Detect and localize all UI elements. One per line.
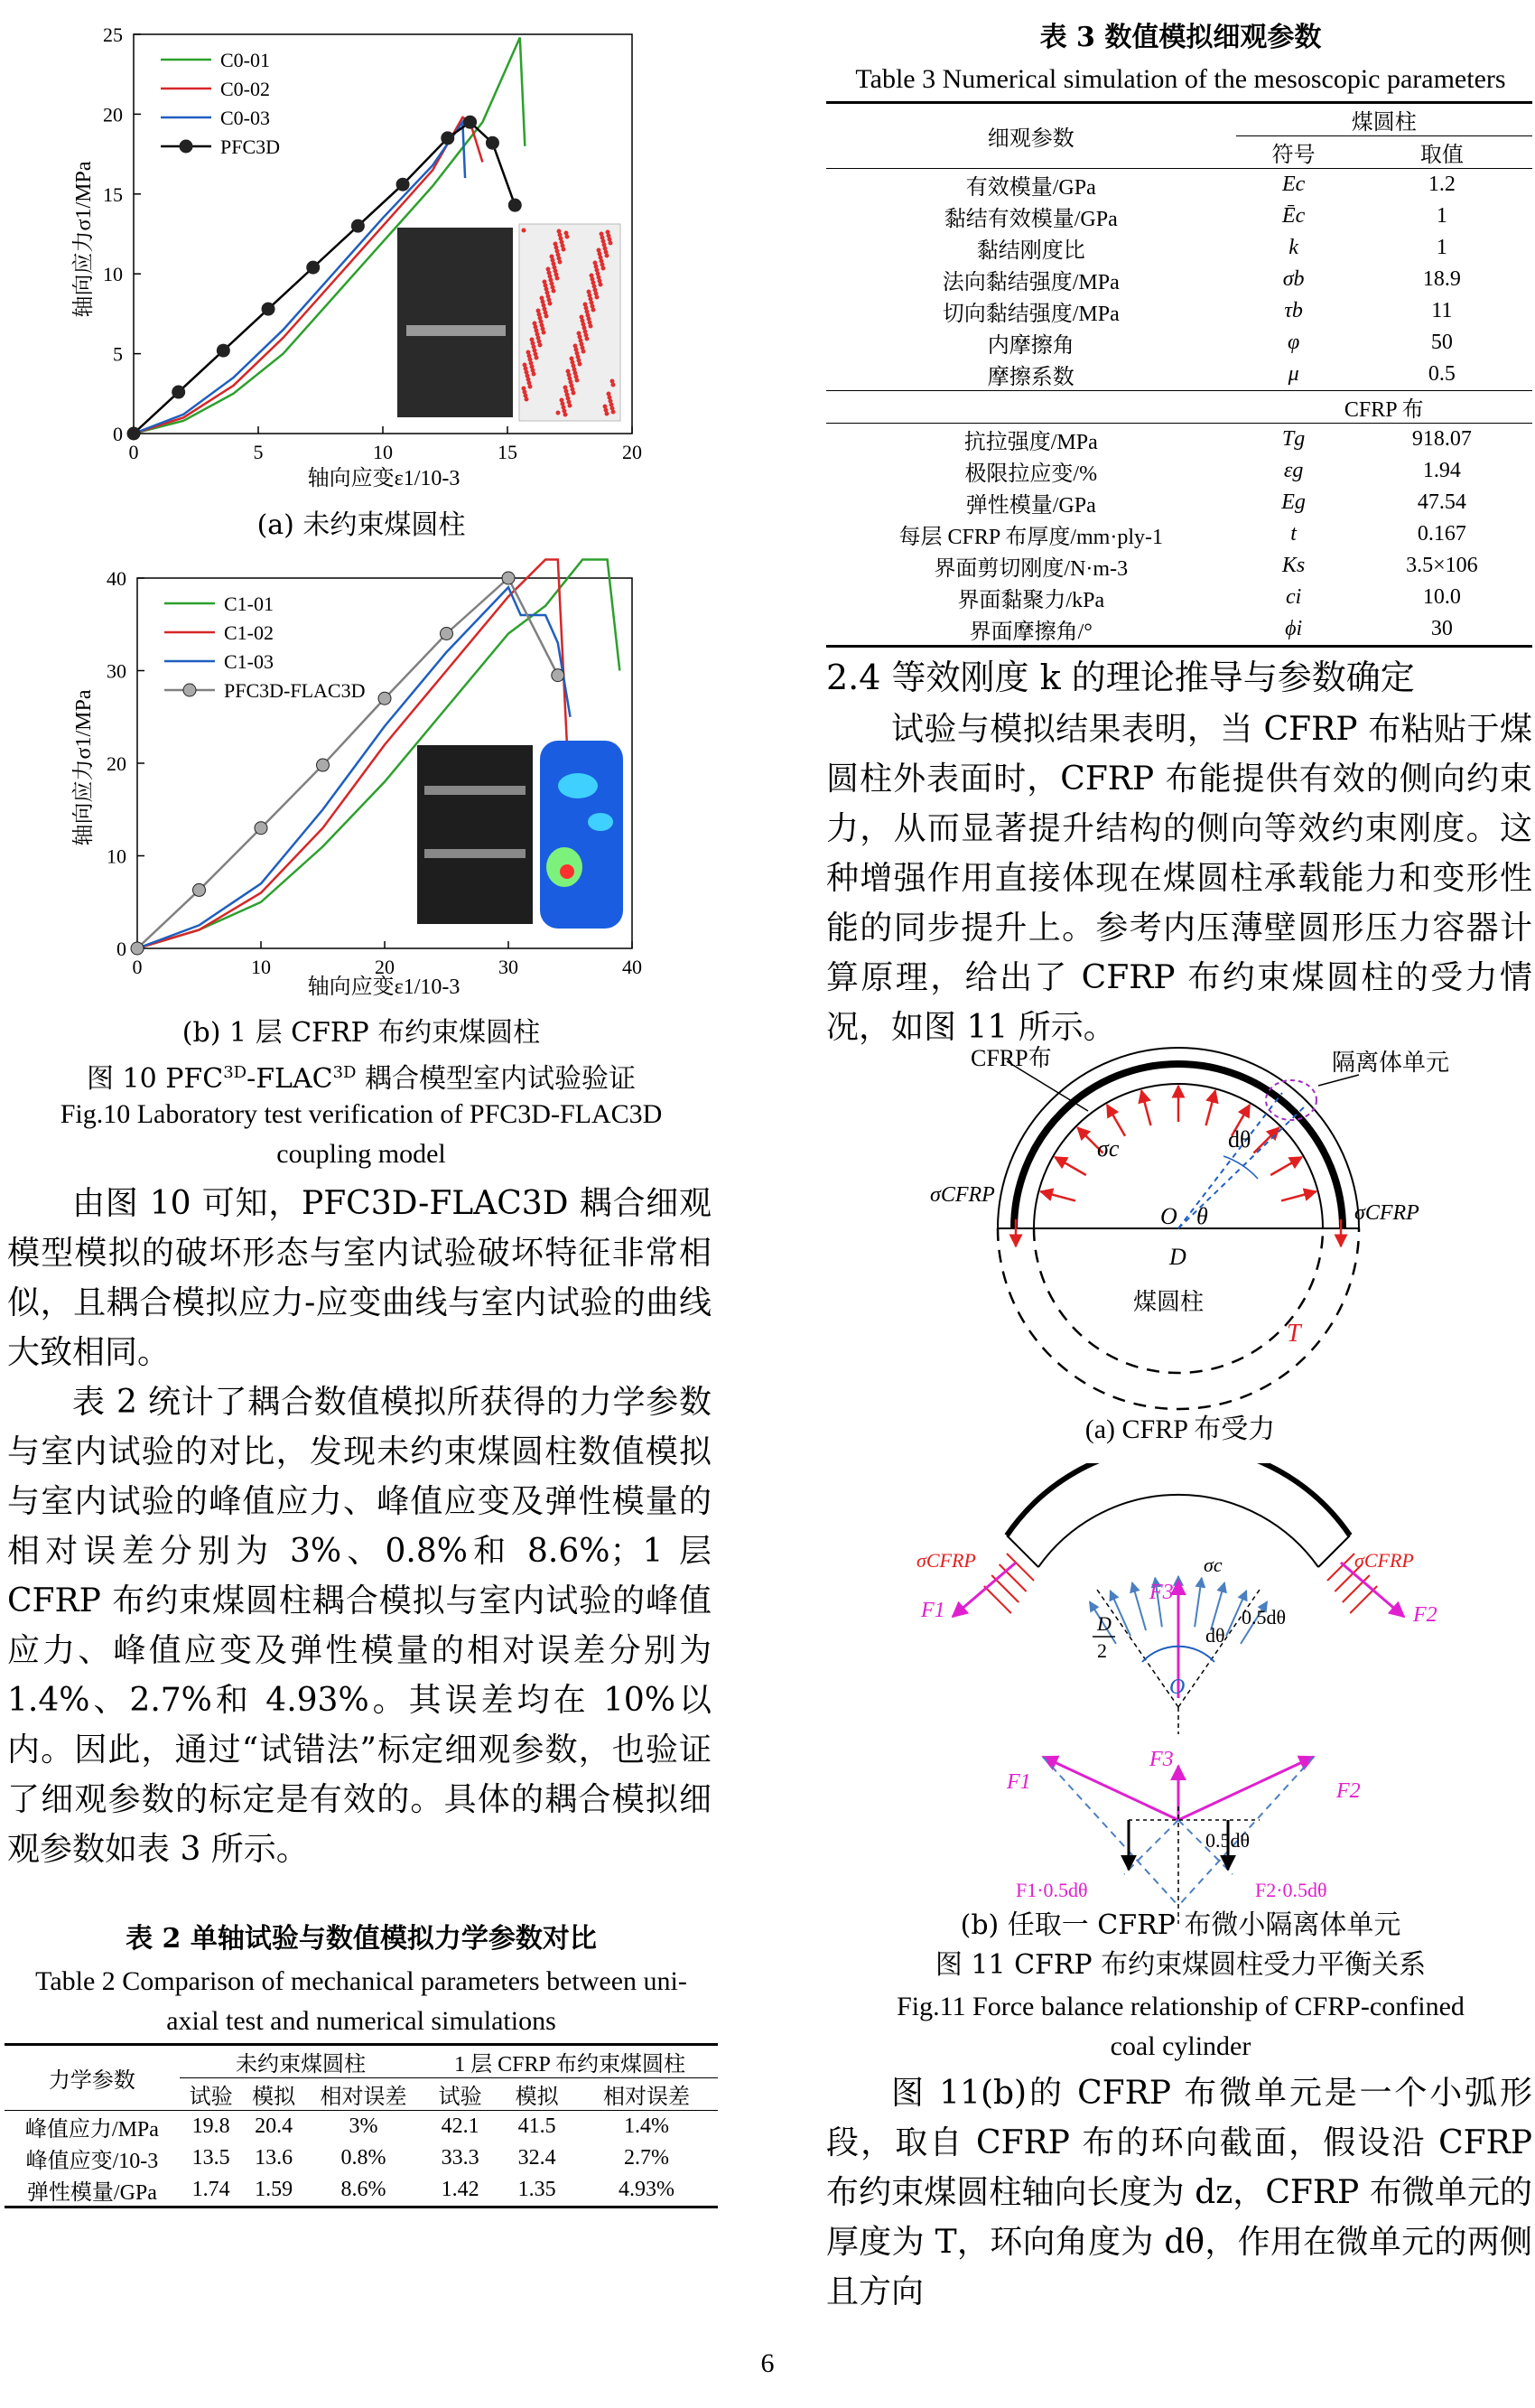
t2-row: 弹性模量/GPa 1.74 1.59 8.6% 1.42 1.35 4.93% xyxy=(5,2174,718,2207)
legend-entry: C1-01 xyxy=(224,593,274,615)
right-paragraph-2: 图 11(b)的 CFRP 布微单元是一个小弧形段，取自 CFRP 布的环向截面，假设沿 CFRP 布约束煤圆柱轴向长度为 dz，CFRP 布微单元的厚度为 T，环向角度为 dθ，作用在微单元的两侧且方向 xyxy=(826,2075,1532,2310)
legend-entry: PFC3D xyxy=(220,135,281,158)
particle-dot xyxy=(557,229,562,234)
particle-dot xyxy=(554,242,558,247)
t2-row: 峰值应力/MPa 19.8 20.4 3% 42.1 41.5 1.4% xyxy=(24,2114,670,2142)
fig10b-xlabel: 轴向应变ε1/10-3 xyxy=(307,975,460,999)
pressure-arrow xyxy=(1270,1157,1302,1175)
legend-entry: C0-03 xyxy=(220,107,270,129)
sigma-c-arrow xyxy=(1195,1578,1202,1627)
table2: 力学参数 未约束煤圆柱 1 层 CFRP 布约束煤圆柱 试验 模拟 相对误差 试验 模拟 相对误差 峰值应力/MPa 19.8 20.4 3% 42.1 41.5 1.4% 峰值应变/10-3 13.5 13.6 0.8% 33.3 32.4 2.7% 弹性模量/GPa 1.74 1.59 8.6% 1.42 1.35 4.93% xyxy=(5,2043,718,2208)
svg-text:σc: σc xyxy=(1097,1135,1120,1162)
table3-title-cn: 表 3 数值模拟细观参数 xyxy=(1039,22,1322,53)
fig11a-diagram xyxy=(826,1039,1535,1463)
legend-entry: C1-02 xyxy=(224,621,274,644)
svg-text:2: 2 xyxy=(1097,1639,1107,1662)
x-tick-label: 5 xyxy=(253,441,264,463)
particle-dot xyxy=(564,231,569,236)
y-tick-label: 15 xyxy=(103,182,123,206)
fig11-title-en: Fig.11 Force balance relationship of CFRP-confined coal cylinder xyxy=(897,1992,1465,2061)
particle-dot xyxy=(533,322,537,326)
data-point xyxy=(396,178,409,191)
y-tick-label: 40 xyxy=(107,567,126,590)
fig10-title-cn: 图 10 $PFC^{3D}-FLAC^{3D}$ 耦合模型室内试验验证 xyxy=(86,1063,637,1095)
particle-dot xyxy=(603,405,608,409)
fig10-title-en: Fig.10 Laboratory test verification of PFC3D-FLAC3D coupling model xyxy=(60,1099,663,1169)
svg-text:0.5dθ: 0.5dθ xyxy=(1205,1829,1251,1852)
fig10a-ylabel: 轴向应力σ1/MPa xyxy=(72,161,96,318)
svg-text:F1: F1 xyxy=(921,1599,945,1622)
particle-dot xyxy=(523,363,527,368)
fig11b-caption: (b) 任取一 CFRP 布微小隔离体单元 xyxy=(960,1909,1401,1941)
x-tick-label: 0 xyxy=(132,956,143,978)
svg-text:θ: θ xyxy=(1196,1203,1208,1229)
pressure-arrow xyxy=(1040,1191,1075,1200)
svg-text:σCFRP: σCFRP xyxy=(916,1549,976,1572)
svg-text:σCFRP: σCFRP xyxy=(1354,1549,1414,1572)
pressure-arrow xyxy=(1107,1105,1125,1136)
right-text-block-2 xyxy=(826,2068,1532,2317)
particle-dot xyxy=(543,280,547,285)
fig10a-caption: (a) 未约束煤圆柱 xyxy=(256,509,466,541)
y-tick-label: 20 xyxy=(103,103,123,126)
specimen-photo-b xyxy=(417,745,533,924)
svg-text:F2: F2 xyxy=(1336,1779,1361,1803)
svg-text:F2·0.5dθ: F2·0.5dθ xyxy=(1255,1879,1327,1901)
y-tick-label: 20 xyxy=(107,752,126,775)
pressure-arrow xyxy=(1055,1157,1086,1175)
fig10b-caption: (b) 1 层 CFRP 布约束煤圆柱 xyxy=(181,1017,541,1049)
sigma-c-arrow xyxy=(1132,1582,1146,1630)
svg-text:D: D xyxy=(1169,1244,1186,1270)
x-tick-label: 30 xyxy=(498,956,518,978)
right-paragraph-1: 试验与模拟结果表明，当 CFRP 布粘贴于煤圆柱外表面时，CFRP 布能提供有效的侧向约束力，从而显著提升结构的侧向等效约束刚度。这种增强作用直接体现在煤圆柱承载能力和变形性能的同步提升上。参考内压薄壁圆形压力容器计算原理，给出了 CFRP 布约束煤圆柱的受力情况，如图 11 所示。 xyxy=(826,711,1532,1046)
particle-dot xyxy=(522,387,526,391)
particle-dot xyxy=(566,369,571,374)
particle-dot xyxy=(563,386,568,390)
fig10b-ylabel: 轴向应力σ1/MPa xyxy=(72,689,96,846)
y-tick-label: 10 xyxy=(107,845,126,868)
particle-dot xyxy=(577,331,581,336)
x-tick-label: 10 xyxy=(373,441,393,463)
data-point xyxy=(262,303,274,315)
particle-dot xyxy=(587,290,591,294)
flac-contour-image-b xyxy=(540,741,623,929)
particle-dot xyxy=(560,398,564,403)
legend-entry: C1-03 xyxy=(224,650,274,673)
svg-text:dθ: dθ xyxy=(1205,1624,1225,1647)
section-heading: 2.4 等效刚度 k 的理论推导与参数确定 xyxy=(826,658,1415,697)
particle-dot xyxy=(607,392,611,397)
svg-text:T: T xyxy=(1287,1320,1301,1348)
particle-dot xyxy=(583,303,588,307)
svg-text:F1·0.5dθ: F1·0.5dθ xyxy=(1016,1879,1088,1901)
data-point xyxy=(193,883,206,896)
particle-dot xyxy=(526,350,531,355)
svg-text:F3: F3 xyxy=(1149,1748,1174,1771)
particle-dot xyxy=(580,315,584,320)
page-number: 6 xyxy=(760,2348,775,2378)
fig10a-xlabel: 轴向应变ε1/10-3 xyxy=(307,467,460,490)
svg-text:F1: F1 xyxy=(1007,1770,1031,1794)
y-tick-label: 5 xyxy=(113,342,123,366)
svg-text:F3: F3 xyxy=(1149,1581,1174,1604)
data-point xyxy=(552,669,564,682)
particle-dot xyxy=(540,296,544,301)
y-tick-label: 10 xyxy=(103,263,123,286)
data-point xyxy=(127,427,140,440)
svg-text:σc: σc xyxy=(1204,1554,1223,1576)
x-tick-label: 10 xyxy=(251,956,271,978)
data-point xyxy=(172,386,185,398)
legend-entry: C0-01 xyxy=(220,49,270,71)
t2-h-group1: 未约束煤圆柱 xyxy=(180,2045,422,2078)
specimen-photo-a xyxy=(397,228,513,417)
data-point xyxy=(464,116,477,128)
t2-h-group2: 1 层 CFRP 布约束煤圆柱 xyxy=(422,2045,718,2078)
t2-h-param: 力学参数 xyxy=(5,2045,180,2111)
fig11a-caption: (a) CFRP 布受力 xyxy=(1084,1414,1276,1444)
legend-entry: PFC3D-FLAC3D xyxy=(224,679,366,702)
particle-dot xyxy=(590,274,594,278)
data-point xyxy=(508,199,521,211)
data-point xyxy=(307,261,320,274)
data-point xyxy=(351,219,364,232)
data-point xyxy=(486,136,498,149)
fig11-label-cfrp: CFRP布 xyxy=(971,1045,1052,1071)
fig11-label-isolator: 隔离体单元 xyxy=(1332,1050,1450,1076)
fig11-title-cn: 图 11 CFRP 布约束煤圆柱受力平衡关系 xyxy=(935,1949,1427,1981)
table2-title-en: Table 2 Comparison of mechanical parameters between uni- axial test and numerical simulations xyxy=(35,1966,687,2036)
legend-marker xyxy=(183,684,196,696)
fig11-sigma-cfrp-right: σCFRP xyxy=(1354,1201,1419,1225)
y-tick-label: 0 xyxy=(113,423,123,445)
particle-dot xyxy=(522,229,526,233)
table3: 细观参数 煤圆柱 符号 取值 有效模量/GPa Ec 1.2 黏结有效模量/GPa Ēc 1 黏结刚度比 k 1 法向黏结强度/MPa σb 18.9 切向黏结强度/MPa τb 11 内摩擦角 φ 50 摩擦系数 μ 0.5 CFRP 布 抗拉强度/MPa Tg 918.07 极限拉应变/% εg 1.94 弹性模量/GPa Eg 47.54 每层 CFRP 布厚度/mm·ply-1 t 0.167 界面剪切刚度/N·m-3 Ks 3.5×106 界面黏聚力/kPa ci 10.0 界面摩擦角/° ϕi 30 xyxy=(826,101,1532,648)
left-paragraph-1: 由图 10 可知，PFC3D-FLAC3D 耦合细观模型模拟的破坏形态与室内试验破坏特征非常相似，且耦合模拟应力-应变曲线与室内试验的曲线大致相同。 xyxy=(7,1185,712,1371)
data-point xyxy=(131,942,144,955)
svg-text:O: O xyxy=(1160,1203,1177,1229)
section-text xyxy=(826,705,1532,1052)
table3-title-en: Table 3 Numerical simulation of the mesoscopic parameters xyxy=(855,64,1506,94)
pressure-arrow xyxy=(1206,1090,1215,1125)
particle-dot xyxy=(610,379,615,384)
particle-dot xyxy=(593,261,598,266)
data-point xyxy=(255,822,267,835)
svg-text:D: D xyxy=(1097,1612,1112,1635)
svg-text:0.5dθ: 0.5dθ xyxy=(1242,1606,1287,1629)
svg-text:O: O xyxy=(1169,1675,1186,1699)
particle-dot xyxy=(597,248,601,253)
svg-text:煤圆柱: 煤圆柱 xyxy=(1133,1289,1205,1315)
left-paragraph-2: 表 2 统计了耦合数值模拟所获得的力学参数与室内试验的对比，发现未约束煤圆柱数值模拟与室内试验的峰值应力、峰值应变及弹性模量的相对误差分别为 3%、0.8%和 8.6%；1 层 CFRP 布约束煤圆柱耦合模拟与室内试验的峰值应力、峰值应变及弹性模量的相对误差分别为 1.4%、2.7%和 4.93%。其误差均在 10%以内。因此，通过“试错法”标定细观参数，也验证了细观参数的标定是有效的。具体的耦合模拟细观参数如表 3 所示。 xyxy=(7,1384,712,1868)
svg-text:dθ: dθ xyxy=(1228,1126,1251,1153)
particle-dot xyxy=(530,338,535,342)
t2-row: 峰值应变/10-3 13.5 13.6 0.8% 33.3 32.4 2.7% xyxy=(25,2146,670,2173)
x-tick-label: 40 xyxy=(622,956,642,978)
particle-dot xyxy=(600,232,604,237)
data-point xyxy=(217,344,229,357)
particle-dot xyxy=(556,411,561,415)
data-point xyxy=(378,692,391,705)
table2-title-cn: 表 2 单轴试验与数值模拟力学参数对比 xyxy=(126,1923,597,1955)
pressure-arrow xyxy=(1141,1090,1150,1125)
fig11b-diagram xyxy=(826,1463,1535,1951)
data-point xyxy=(317,759,330,771)
fig11-sigma-cfrp-left: σCFRP xyxy=(930,1183,995,1207)
data-point xyxy=(441,628,453,640)
y-tick-label: 30 xyxy=(107,659,126,683)
particle-dot xyxy=(536,309,541,313)
y-tick-label: 0 xyxy=(116,938,126,960)
x-tick-label: 15 xyxy=(498,441,517,463)
fig10a-chart xyxy=(0,0,686,506)
svg-text:F2: F2 xyxy=(1413,1603,1437,1627)
pressure-arrow xyxy=(1253,1127,1279,1153)
data-point xyxy=(502,572,515,584)
y-tick-label: 25 xyxy=(103,23,123,46)
left-text-block xyxy=(7,1179,712,1874)
x-tick-label: 0 xyxy=(128,441,139,463)
particle-dot xyxy=(573,344,578,349)
particle-dot xyxy=(606,230,610,235)
particle-dot xyxy=(570,357,574,361)
fig10b-chart xyxy=(0,551,686,1003)
pressure-arrow xyxy=(1281,1191,1316,1200)
particle-dot xyxy=(546,267,551,272)
particle-dot xyxy=(550,255,554,259)
x-tick-label: 20 xyxy=(622,441,642,463)
x-tick-label: 20 xyxy=(375,956,395,978)
legend-marker xyxy=(180,140,192,153)
legend-entry: C0-02 xyxy=(220,78,270,100)
data-point xyxy=(442,132,454,145)
